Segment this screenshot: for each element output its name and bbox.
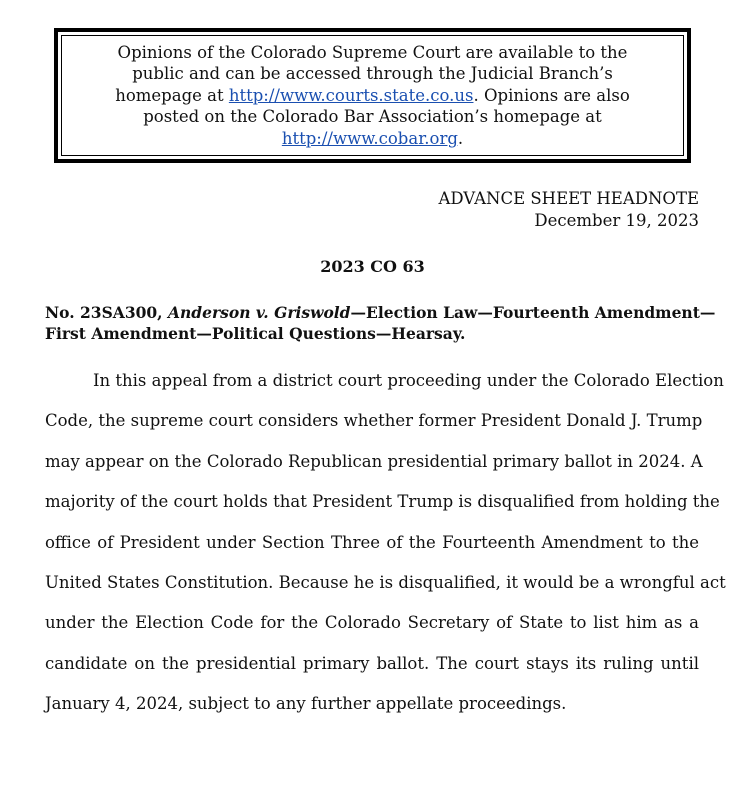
- case-number: No. 23SA300,: [45, 303, 168, 322]
- body-line: In this appeal from a district court proceeding under the Colorado Election: [93, 371, 724, 390]
- notice-line-5-post: .: [457, 128, 464, 148]
- body-line: may appear on the Colorado Republican presidential primary ballot in 2024. A: [45, 451, 703, 471]
- cobar-link[interactable]: http://www.cobar.org: [281, 128, 458, 148]
- notice-line-3: [115, 85, 630, 107]
- topics-line-2: First Amendment—Political Questions—Hearsay.: [45, 324, 466, 343]
- body-line: United States Constitution. Because he is disqualified, it would be a wrongful act: [45, 572, 726, 592]
- courts-link[interactable]: http://www.courts.state.co.us: [228, 85, 474, 105]
- notice-inner: [61, 35, 684, 156]
- notice-box: [54, 28, 691, 163]
- notice-line-4: posted on the Colorado Bar Association’s homepage at: [143, 107, 602, 127]
- case-name: Anderson v. Griswold: [167, 303, 351, 322]
- caption-line-1: [45, 302, 716, 323]
- headnote-block: [438, 188, 699, 232]
- notice-line-2: public and can be accessed through the Judicial Branch’s: [132, 64, 613, 84]
- headnote-body: [45, 370, 726, 734]
- notice-line-5: [282, 128, 463, 150]
- body-line: candidate on the presidential primary ballot. The court stays its ruling until: [45, 653, 699, 673]
- notice-line-3-pre: homepage at: [115, 85, 229, 105]
- topics-line-1: —Election Law—Fourteenth Amendment—: [350, 303, 716, 322]
- citation: 2023 CO 63: [320, 257, 425, 276]
- headnote-label: ADVANCE SHEET HEADNOTE: [438, 189, 699, 208]
- notice-line-1: Opinions of the Colorado Supreme Court are available to the: [117, 42, 628, 62]
- body-line: January 4, 2024, subject to any further appellate proceedings.: [45, 694, 567, 714]
- notice-line-3-post: . Opinions are also: [473, 85, 630, 105]
- headnote-date: December 19, 2023: [534, 211, 699, 230]
- body-line: Code, the supreme court considers whether former President Donald J. Trump: [45, 411, 703, 431]
- case-caption: [45, 302, 716, 344]
- body-line: under the Election Code for the Colorado Secretary of State to list him as a: [45, 613, 699, 633]
- body-line: office of President under Section Three of the Fourteenth Amendment to the: [45, 532, 699, 552]
- body-line: majority of the court holds that President Trump is disqualified from holding the: [45, 492, 720, 512]
